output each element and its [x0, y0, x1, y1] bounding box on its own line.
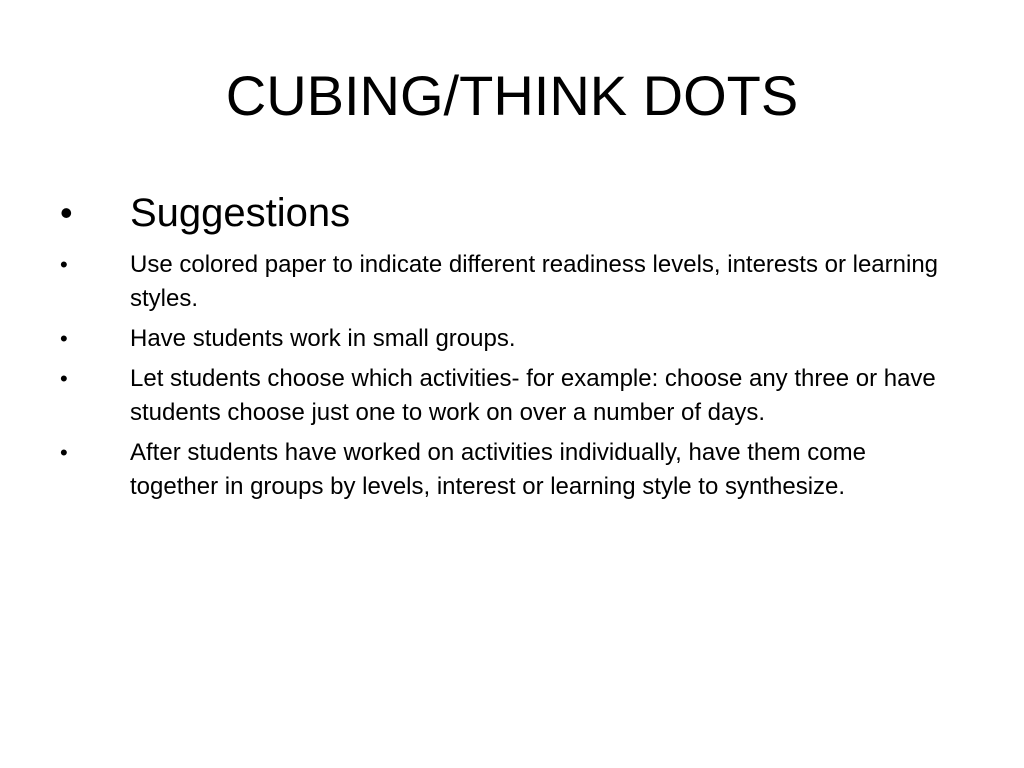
bullet-heading-text: Suggestions [130, 191, 351, 235]
bullet-text: Have students work in small groups. [130, 325, 516, 352]
bullet-icon: • [60, 252, 68, 277]
bullet-heading-suggestions [58, 190, 958, 236]
bullet-list [58, 190, 958, 510]
bullet-text: Let students choose which activities- for example: choose any three or have students choose just one to work on over a number of days. [130, 365, 936, 426]
bullet-item [58, 436, 958, 504]
bullet-item [58, 322, 958, 356]
bullet-item [58, 248, 958, 316]
slide-title: CUBING/THINK DOTS [225, 64, 799, 127]
bullet-text: After students have worked on activities individually, have them come together in groups by levels, interest or learning style to synthesize. [130, 439, 866, 500]
bullet-item [58, 362, 958, 430]
bullet-icon: • [60, 440, 68, 465]
bullet-icon: • [60, 192, 73, 233]
bullet-icon: • [60, 366, 68, 391]
bullet-text: Use colored paper to indicate different readiness levels, interests or learning styles. [130, 251, 939, 312]
bullet-icon: • [60, 326, 68, 351]
